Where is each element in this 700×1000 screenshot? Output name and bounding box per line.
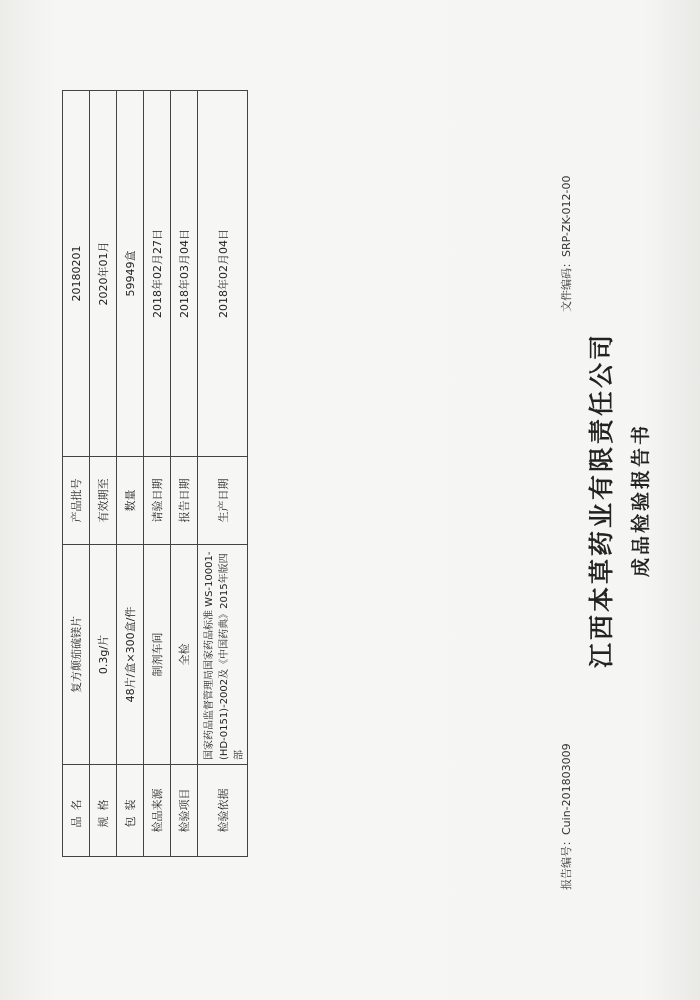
- report-date-value: 2018年03月04日: [171, 91, 198, 457]
- production-date-value: 2018年02月04日: [198, 91, 248, 457]
- basis-value: 国家药品监督管理局国家药品标准 WS-10001-(HD-0151)-2002及《中国药典》2015年版四部: [198, 545, 248, 765]
- pack-label: 包装: [117, 765, 144, 857]
- product-label: 品名: [63, 765, 90, 857]
- spec-label: 规格: [90, 765, 117, 857]
- expiry-label: 有效期至: [90, 457, 117, 545]
- batch-number: 20180201: [63, 91, 90, 457]
- pack-value: 48片/盒×300盒/件: [117, 545, 144, 765]
- item-value: 全检: [171, 545, 198, 765]
- qty-value: 59949盒: [117, 91, 144, 457]
- qty-label: 数量: [117, 457, 144, 545]
- spec-value: 0.3g/片: [90, 545, 117, 765]
- basis-label: 检验依据: [198, 765, 248, 857]
- report-date-label: 报告日期: [171, 457, 198, 545]
- batch-label: 产品批号: [63, 457, 90, 545]
- source-value: 制剂车间: [144, 545, 171, 765]
- header-table: [62, 90, 248, 857]
- company-name: 江西本草药业有限责任公司: [587, 332, 616, 669]
- item-label: 检验项目: [171, 765, 198, 857]
- production-date-label: 生产日期: [198, 457, 248, 545]
- expiry-value: 2020年01月: [90, 91, 117, 457]
- document-code: 文件编码：SRP-ZK-012-00: [560, 175, 573, 312]
- source-label: 检品来源: [144, 765, 171, 857]
- request-date-label: 请验日期: [144, 457, 171, 545]
- report-title: 成品检验报告书: [630, 423, 652, 578]
- report-number: 报告编号：Cuin-201803009: [560, 743, 573, 890]
- product-name: 复方颠茄硫镁片: [63, 545, 90, 765]
- request-date-value: 2018年02月27日: [144, 91, 171, 457]
